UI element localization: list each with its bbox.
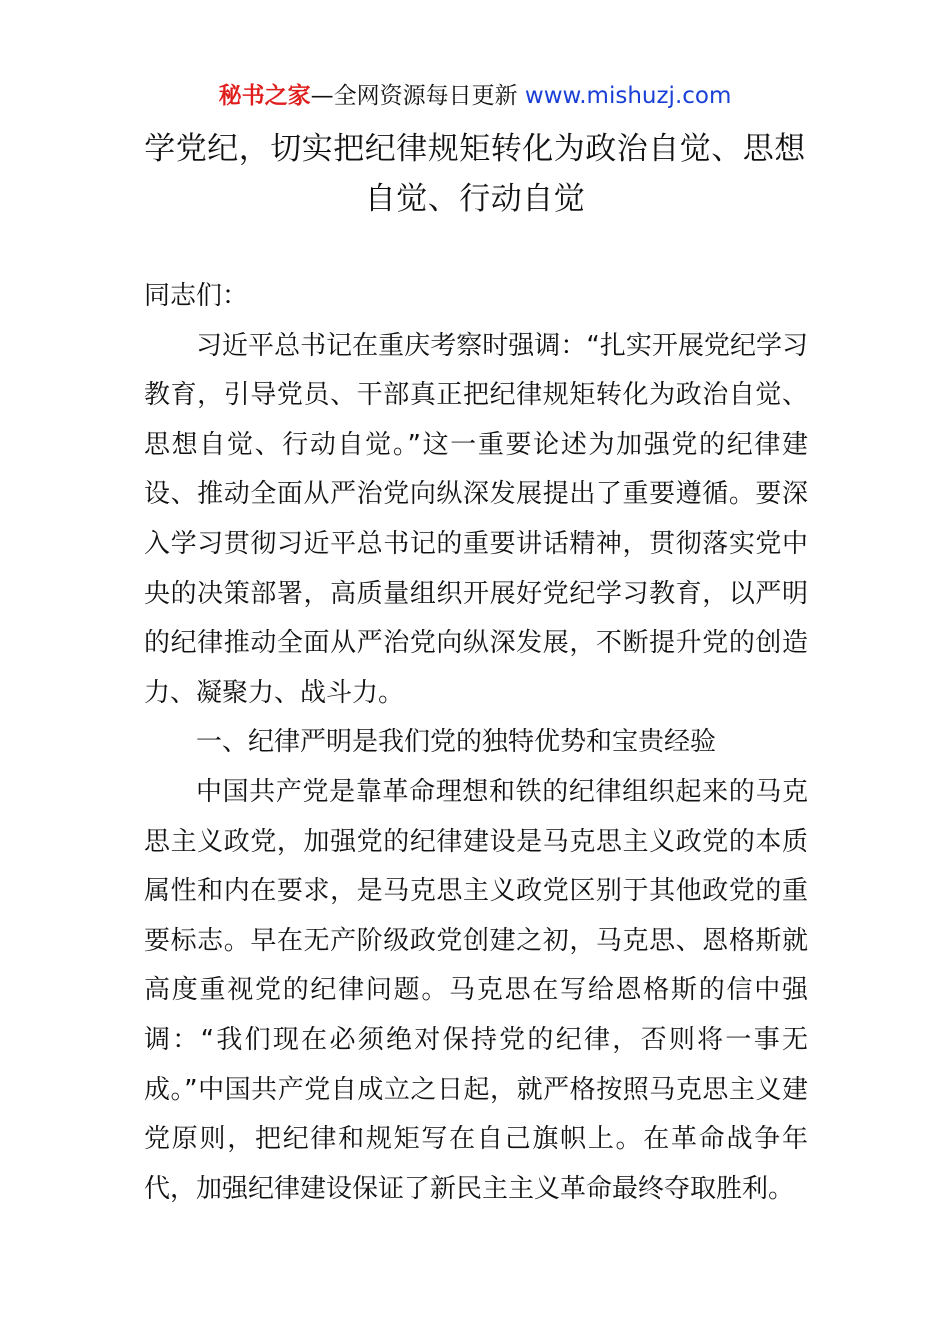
- site-brand: 秘书之家: [218, 83, 311, 109]
- salutation: 同志们：: [144, 281, 249, 311]
- site-header: [0, 80, 950, 112]
- paragraph-intro: 习近平总书记在重庆考察时强调：“扎实开展党纪学习教育，引导党员、干部真正把纪律规矩转化为政治自觉、思想自觉、行动自觉。”这一重要论述为加强党的纪律建设、推动全面从严治党向纵深发展提出了重要遵循。要深入学习贯彻习近平总书记的重要讲话精神，贯彻落实党中央的决策部署，高质量组织开展好党纪学习教育，以严明的纪律推动全面从严治党向纵深发展，不断提升党的创造力、凝聚力、战斗力。: [144, 330, 808, 708]
- document-title: 学党纪，切实把纪律规矩转化为政治自觉、思想自觉、行动自觉: [144, 131, 806, 217]
- site-tagline: —全网资源每日更新: [310, 83, 525, 109]
- section-heading: 一、纪律严明是我们党的独特优势和宝贵经验: [196, 727, 717, 758]
- paragraph-section-1: 中国共产党是靠革命理想和铁的纪律组织起来的马克思主义政党，加强党的纪律建设是马克思主义政党的本质属性和内在要求，是马克思主义政党区别于其他政党的重要标志。早在无产阶级政党创建之初，马克思、恩格斯就高度重视党的纪律问题。马克思在写给恩格斯的信中强调：“我们现在必须绝对保持党的纪律，否则将一事无成。”中国共产党自成立之日起，就严格按照马克思主义建党原则，把纪律和规矩写在自己旗帜上。在革命战争年代，加强纪律建设保证了新民主主义革命最终夺取胜利。: [144, 776, 808, 1204]
- site-url-link[interactable]: www.mishuzj.com: [524, 83, 732, 109]
- document-body: [144, 272, 808, 1214]
